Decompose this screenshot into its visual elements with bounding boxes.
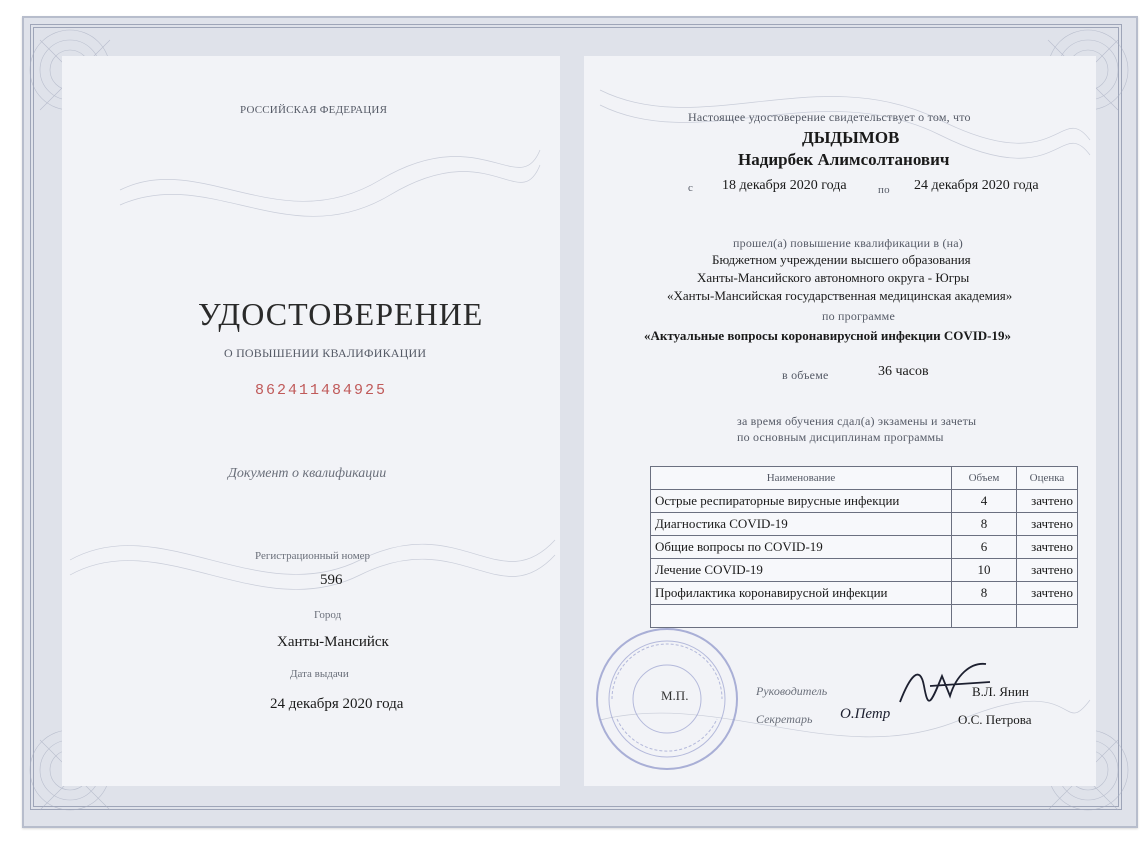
volume-label: в объеме [782,368,829,382]
issue-date-label: Дата выдачи [290,668,349,680]
document-subtitle: О ПОВЫШЕНИИ КВАЛИФИКАЦИИ [224,346,427,360]
table-row [651,559,1078,582]
discipline-volume: 4 [952,490,1017,513]
secretary-name: О.С. Петрова [958,712,1032,727]
from-label: с [688,182,694,194]
program-label: по программе [822,309,896,323]
table-row [651,490,1078,513]
discipline-volume: 6 [952,536,1017,559]
discipline-grade: зачтено [1017,582,1078,605]
serial-number: 862411484925 [255,382,388,399]
discipline-grade: зачтено [1017,513,1078,536]
discipline-grade: зачтено [1017,559,1078,582]
header-grade: Оценка [1017,467,1078,490]
org-line-1: Бюджетном учреждении высшего образования [712,252,971,267]
to-date: 24 декабря 2020 года [914,178,1039,193]
passed-text: прошел(а) повышение квалификации в (на) [733,236,964,250]
program-name: «Актуальные вопросы коронавирусной инфекции COVID-19» [644,328,1012,343]
secretary-signature: О.Петр [840,706,891,722]
director-role: Руководитель [756,684,828,698]
table-row [651,536,1078,559]
discipline-grade: зачтено [1017,536,1078,559]
issue-date: 24 декабря 2020 года [270,696,404,712]
country-label: РОССИЙСКАЯ ФЕДЕРАЦИЯ [240,104,388,116]
table-header-row [651,467,1078,490]
table-row [651,513,1078,536]
discipline-name: Общие вопросы по COVID-19 [651,536,952,559]
empty-cell [1017,605,1078,628]
document-title: УДОСТОВЕРЕНИЕ [198,296,484,332]
holder-surname: ДЫДЫМОВ [802,128,900,147]
stamp-label: М.П. [661,688,689,703]
exams-line-2: по основным дисциплинам программы [737,430,944,444]
reg-number-label: Регистрационный номер [255,550,371,562]
volume-value: 36 часов [878,364,929,379]
director-name: В.Л. Янин [972,684,1029,699]
disciplines-table [650,466,1078,628]
holder-given-names: Надирбек Алимсолтанович [738,150,950,169]
from-date: 18 декабря 2020 года [722,178,847,193]
discipline-name: Лечение COVID-19 [651,559,952,582]
discipline-name: Острые респираторные вирусные инфекции [651,490,952,513]
discipline-name: Диагностика COVID-19 [651,513,952,536]
exams-line-1: за время обучения сдал(а) экзамены и зачеты [737,414,977,428]
header-volume: Объем [952,467,1017,490]
org-line-2: Ханты-Мансийского автономного округа - Югры [697,270,970,285]
to-label: по [878,184,890,196]
org-line-3: «Ханты-Мансийская государственная медицинская академия» [667,288,1013,303]
header-name: Наименование [651,467,952,490]
reg-number: 596 [320,572,343,588]
empty-cell [952,605,1017,628]
intro-text: Настоящее удостоверение свидетельствует о том, что [688,110,971,124]
city: Ханты-Мансийск [277,634,389,650]
discipline-volume: 8 [952,513,1017,536]
discipline-volume: 10 [952,559,1017,582]
discipline-grade: зачтено [1017,490,1078,513]
city-label: Город [314,609,342,621]
doc-type: Документ о квалификации [228,466,387,481]
discipline-volume: 8 [952,582,1017,605]
table-row [651,582,1078,605]
discipline-name: Профилактика коронавирусной инфекции [651,582,952,605]
secretary-role: Секретарь [756,712,813,726]
